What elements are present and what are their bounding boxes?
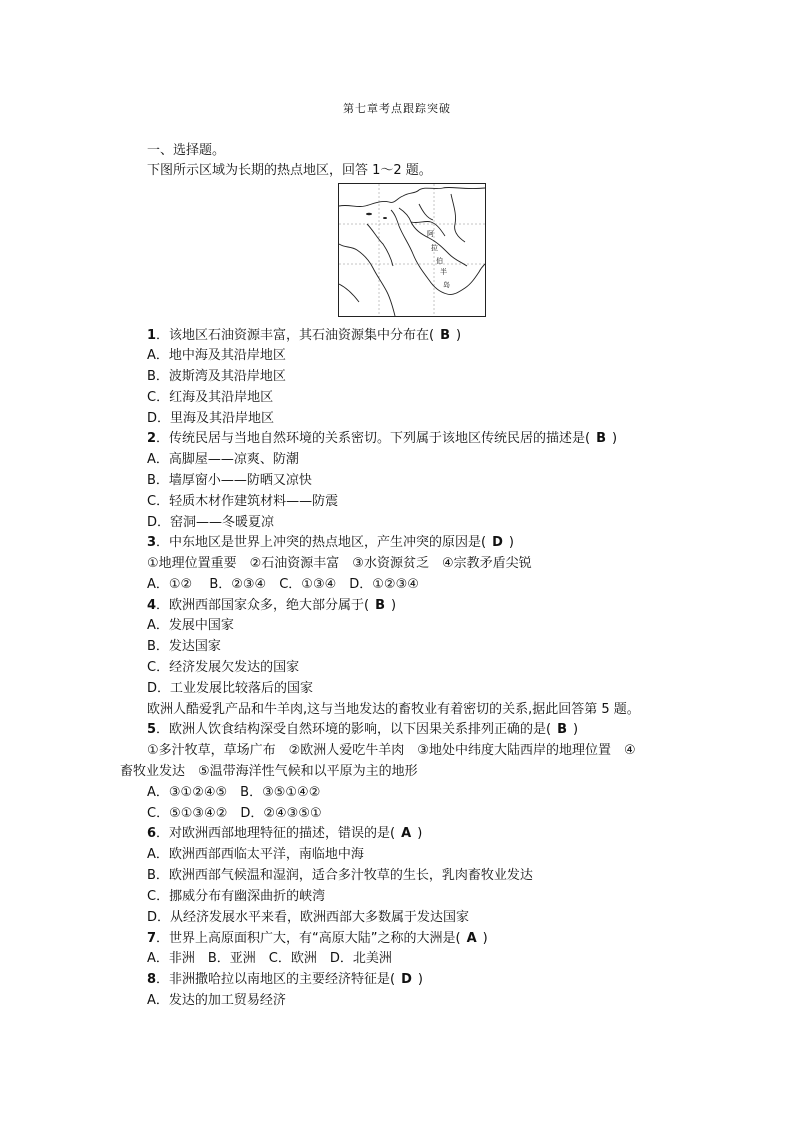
question-context: 欧洲人酷爱乳产品和牛羊肉,这与当地发达的畜牧业有着密切的关系,据此回答第 5 题。 (147, 702, 640, 717)
answer-mark: B (375, 598, 386, 613)
question-items-cont: 畜牧业发达 ⑤温带海洋性气候和以平原为主的地形 (120, 764, 418, 779)
question-2 (147, 431, 617, 447)
question-stem: ．对欧洲西部地理特征的描述，错误的是( (156, 826, 396, 841)
option: B．墙厚窗小——防晒又凉快 (147, 473, 312, 488)
question-number: 4 (147, 598, 157, 613)
question-stem-end: ) (612, 431, 618, 446)
question-stem: ．非洲撒哈拉以南地区的主要经济特征是( (156, 972, 396, 987)
question-stem-end: ) (508, 535, 514, 550)
map-svg (339, 184, 485, 316)
question-number: 6 (147, 826, 157, 841)
options-inline: C．⑤①③④② D．②④③⑤① (147, 806, 322, 821)
question-number: 3 (147, 535, 157, 550)
map-label-2: 拉 (431, 244, 438, 252)
question-stem: ．欧洲西部国家众多，绝大部分属于( (156, 598, 370, 613)
question-number: 1 (147, 328, 157, 343)
question-stem-end: ) (391, 598, 397, 613)
question-stem: ．欧洲人饮食结构深受自然环境的影响，以下因果关系排列正确的是( (156, 722, 552, 737)
question-number: 8 (147, 972, 157, 987)
option: A．高脚屋——凉爽、防潮 (147, 452, 299, 467)
question-number: 7 (147, 931, 157, 946)
option: C．挪威分布有幽深曲折的峡湾 (147, 889, 326, 904)
question-stem-end: ) (482, 931, 488, 946)
answer-mark: B (596, 431, 607, 446)
option: A．欧洲西部西临太平洋，南临地中海 (147, 847, 364, 862)
question-number: 5 (147, 722, 157, 737)
options-inline: A．③①②④⑤ B．③⑤①④② (147, 785, 321, 800)
option: B．发达国家 (147, 639, 221, 654)
question-1 (147, 328, 461, 344)
option: D．窑洞——冬暖夏凉 (147, 515, 275, 530)
intro-text: 下图所示区域为长期的热点地区，回答 1～2 题。 (147, 163, 432, 178)
answer-mark: B (557, 722, 568, 737)
option: B．欧洲西部气候温和湿润，适合多汁牧草的生长，乳肉畜牧业发达 (147, 868, 533, 883)
option: B．波斯湾及其沿岸地区 (147, 369, 286, 384)
page-title: 第七章考点跟踪突破 (343, 102, 451, 115)
option: C．红海及其沿岸地区 (147, 390, 274, 405)
question-stem-end: ) (456, 328, 462, 343)
option: C．经济发展欠发达的国家 (147, 660, 300, 675)
middle-east-map (338, 183, 486, 317)
option: D．里海及其沿岸地区 (147, 411, 275, 426)
map-label-1: 阿 (427, 230, 434, 238)
question-6 (147, 826, 422, 842)
option: D．工业发展比较落后的国家 (147, 681, 314, 696)
question-stem: ．传统民居与当地自然环境的关系密切。下列属于该地区传统民居的描述是( (156, 431, 591, 446)
question-stem: ．中东地区是世界上冲突的热点地区，产生冲突的原因是( (156, 535, 487, 550)
answer-mark: A (466, 931, 477, 946)
question-stem: ．世界上高原面积广大，有“高原大陆”之称的大洲是( (156, 931, 461, 946)
question-items: ①多汁牧草，草场广布 ②欧洲人爱吃牛羊肉 ③地处中纬度大陆西岸的地理位置 ④ (147, 743, 636, 758)
option: A．发达的加工贸易经济 (147, 993, 286, 1008)
options-inline: A．非洲 B．亚洲 C．欧洲 D．北美洲 (147, 951, 392, 966)
map-label-5: 岛 (443, 281, 450, 289)
answer-mark: B (440, 328, 451, 343)
question-stem-end: ) (573, 722, 579, 737)
map-label-4: 半 (440, 268, 447, 276)
question-stem: ．该地区石油资源丰富，其石油资源集中分布在( (156, 328, 435, 343)
map-label-3: 伯 (436, 257, 443, 265)
question-number: 2 (147, 431, 157, 446)
question-4 (147, 598, 396, 614)
option: D．从经济发展水平来看，欧洲西部大多数属于发达国家 (147, 910, 470, 925)
option: A．地中海及其沿岸地区 (147, 348, 286, 363)
answer-mark: D (492, 535, 503, 550)
question-8 (147, 972, 423, 988)
answer-mark: D (401, 972, 412, 987)
question-3 (147, 535, 514, 551)
option: A．发展中国家 (147, 618, 234, 633)
section-heading: 一、选择题。 (147, 143, 226, 158)
question-items: ①地理位置重要 ②石油资源丰富 ③水资源贫乏 ④宗教矛盾尖锐 (147, 556, 532, 571)
question-7 (147, 931, 488, 947)
option: C．轻质木材作建筑材料——防震 (147, 494, 339, 509)
question-stem-end: ) (417, 972, 423, 987)
question-stem-end: ) (417, 826, 423, 841)
answer-mark: A (401, 826, 412, 841)
options-inline: A．①② B．②③④ C．①③④ D．①②③④ (147, 577, 419, 592)
question-5 (147, 722, 578, 738)
